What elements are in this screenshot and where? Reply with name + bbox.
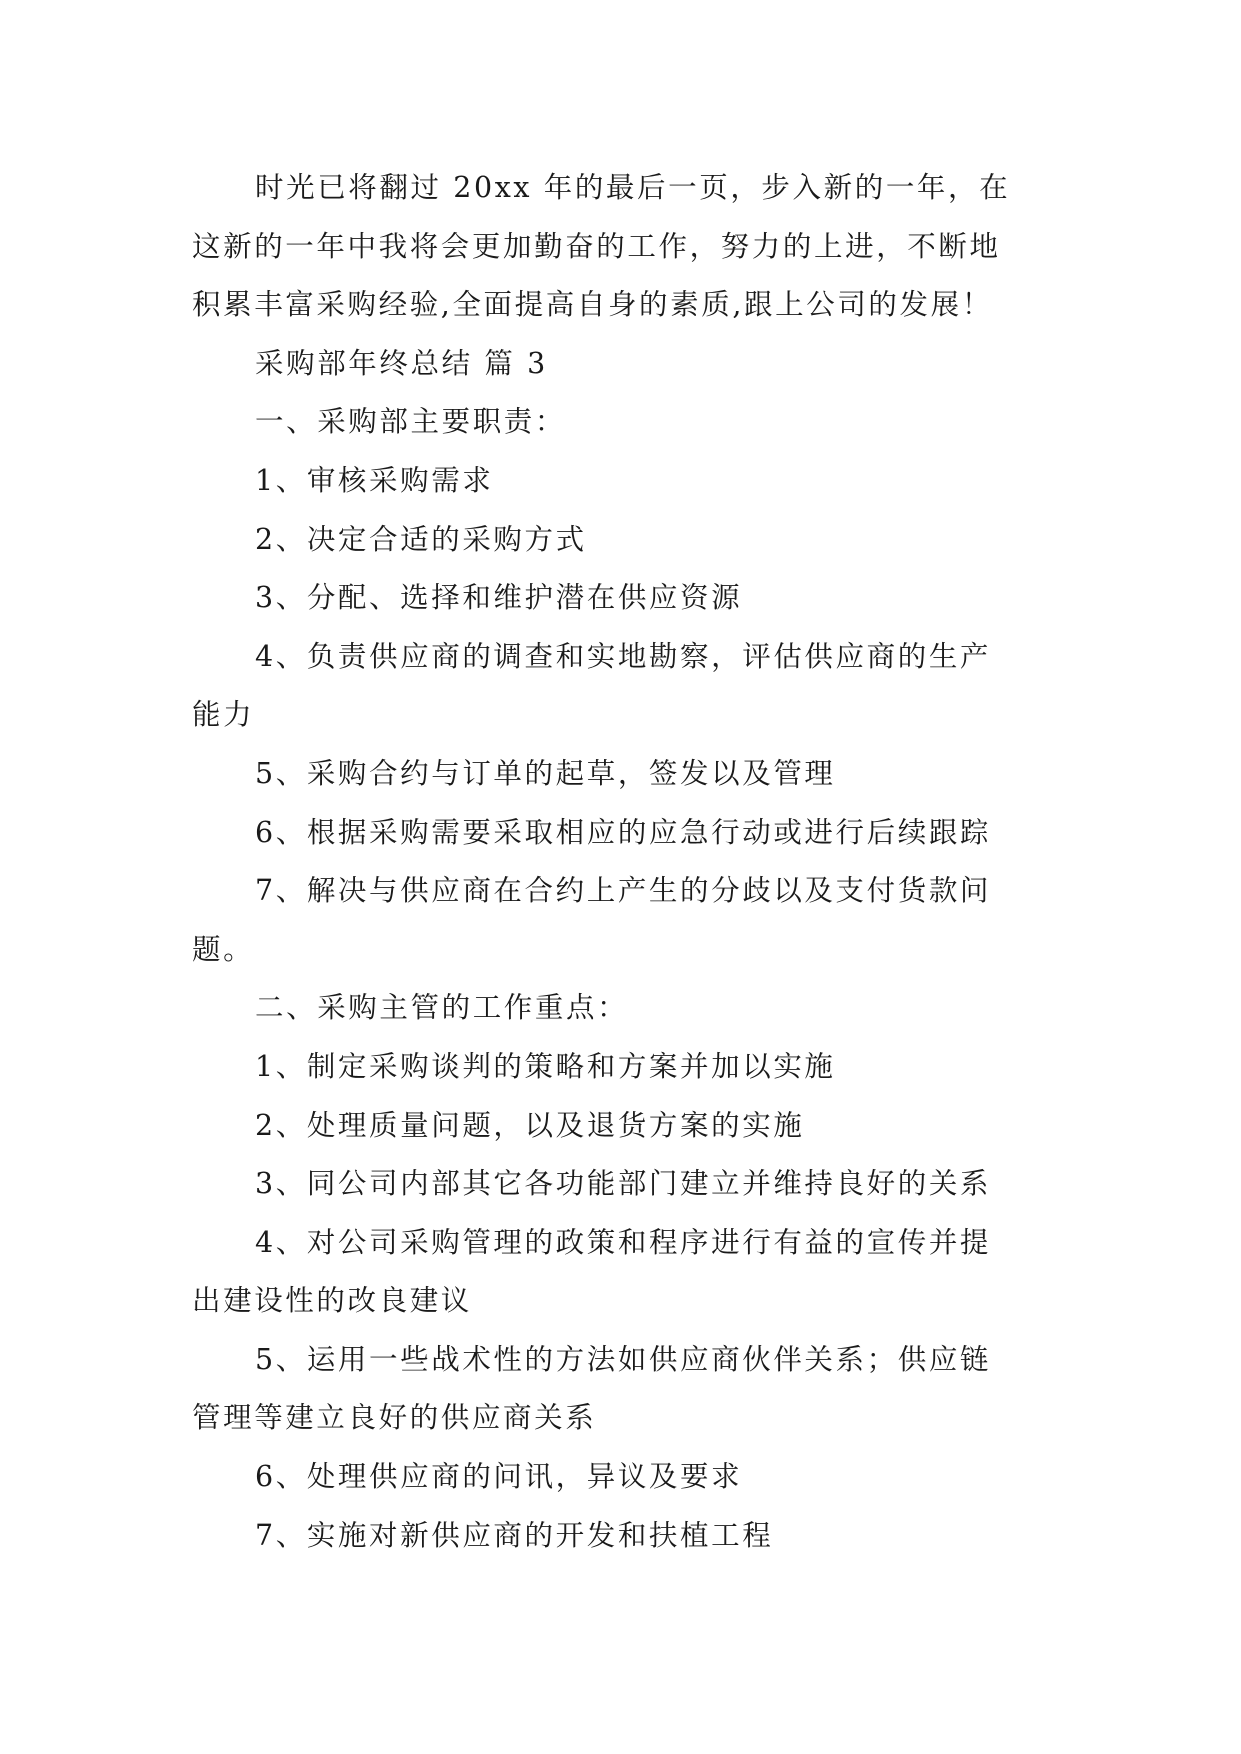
text-line: 题。	[192, 932, 255, 966]
paragraph	[192, 745, 1062, 804]
text-line: 时光已将翻过 20xx 年的最后一页，步入新的一年，在	[255, 171, 1011, 204]
text-line: 1、审核采购需求	[255, 463, 494, 497]
text-line: 7、解决与供应商在合约上产生的分歧以及支付货款问	[255, 874, 992, 908]
text-line: 3、分配、选择和维护潜在供应资源	[255, 581, 743, 615]
text-line: 4、对公司采购管理的政策和程序进行有益的宣传并提	[255, 1225, 992, 1259]
paragraph	[192, 569, 1062, 628]
text-line: 管理等建立良好的供应商关系	[192, 1401, 597, 1435]
paragraph	[192, 511, 1062, 570]
text-line: 7、实施对新供应商的开发和扶植工程	[255, 1518, 774, 1552]
paragraph	[192, 1507, 1062, 1566]
text-line: 积累丰富采购经验,全面提高自身的素质,跟上公司的发展！	[192, 288, 993, 322]
text-line: 6、根据采购需要采取相应的应急行动或进行后续跟踪	[255, 815, 992, 849]
paragraph	[192, 335, 1062, 394]
paragraph	[192, 628, 1062, 745]
paragraph	[192, 1155, 1062, 1214]
text-line: 5、采购合约与订单的起草，签发以及管理	[255, 756, 836, 790]
paragraph	[192, 1038, 1062, 1097]
paragraph	[192, 452, 1062, 511]
text-line: 出建设性的改良建议	[192, 1284, 472, 1318]
text-line: 2、处理质量问题，以及退货方案的实施	[255, 1108, 805, 1142]
paragraph	[192, 393, 1062, 452]
paragraph	[192, 1097, 1062, 1156]
text-line: 采购部年终总结 篇 3	[255, 346, 548, 380]
text-line: 6、处理供应商的问讯，异议及要求	[255, 1460, 743, 1494]
text-line: 4、负责供应商的调查和实地勘察，评估供应商的生产	[255, 639, 992, 673]
text-line: 二、采购主管的工作重点：	[255, 991, 629, 1025]
text-line: 1、制定采购谈判的策略和方案并加以实施	[255, 1049, 836, 1083]
text-line: 一、采购部主要职责：	[255, 405, 567, 439]
paragraph	[192, 862, 1062, 979]
text-line: 5、运用一些战术性的方法如供应商伙伴关系；供应链	[255, 1342, 992, 1376]
text-line: 能力	[192, 698, 255, 732]
document-body	[192, 159, 1062, 1565]
paragraph	[192, 1331, 1062, 1448]
paragraph	[192, 979, 1062, 1038]
paragraph	[192, 804, 1062, 863]
paragraph	[192, 159, 1062, 335]
paragraph	[192, 1448, 1062, 1507]
text-line: 2、决定合适的采购方式	[255, 522, 587, 556]
paragraph	[192, 1214, 1062, 1331]
text-line: 这新的一年中我将会更加勤奋的工作，努力的上进，不断地	[192, 229, 1001, 263]
text-line: 3、同公司内部其它各功能部门建立并维持良好的关系	[255, 1167, 992, 1201]
